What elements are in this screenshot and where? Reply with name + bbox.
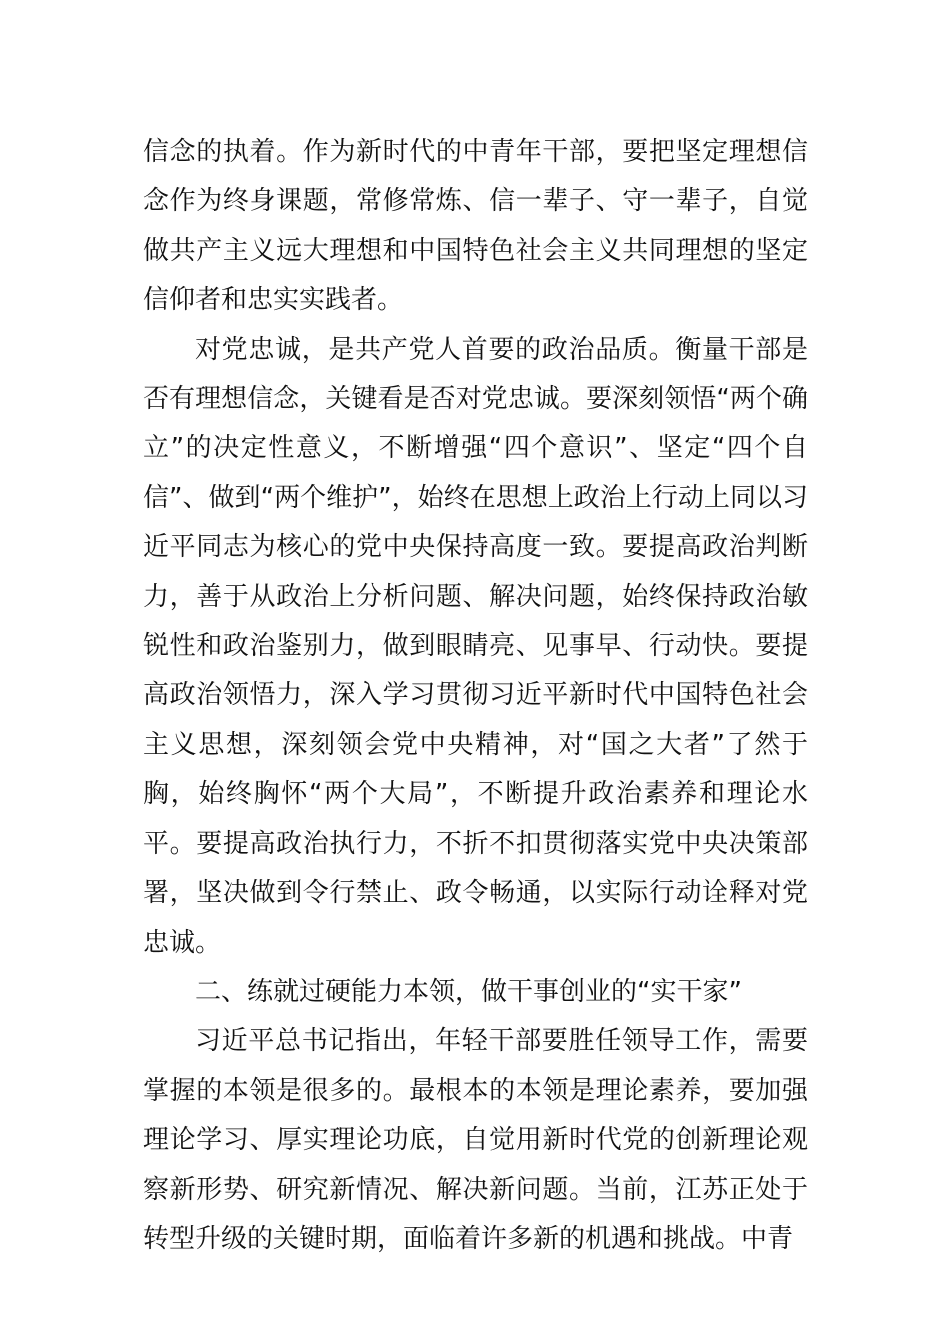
paragraph-party-loyalty: 对党忠诚，是共产党人首要的政治品质。衡量干部是否有理想信念，关键看是否对党忠诚。要深刻领悟“两个确立”的决定性意义，不断增强“四个意识”、坚定“四个自信”、做到“两个维护”，始终在思想上政治上行动上同以习近平同志为核心的党中央保持高度一致。要提高政治判断力，善于从政治上分析问题、解决问题，始终保持政治敏锐性和政治鉴别力，做到眼睛亮、见事早、行动快。要提高政治领悟力，深入学习贯彻习近平新时代中国特色社会主义思想，深刻领会党中央精神，对“国之大者”了然于胸，始终胸怀“两个大局”，不断提升政治素养和理论水平。要提高政治执行力，不折不扣贯彻落实党中央决策部署，坚决做到令行禁止、政令畅通，以实际行动诠释对党忠诚。 [143, 334, 808, 958]
paragraph-ability: 习近平总书记指出，年轻干部要胜任领导工作，需要掌握的本领是很多的。最根本的本领是理论素养，要加强理论学习、厚实理论功底，自觉用新时代党的创新理论观察新形势、研究新情况、解决新问题。当前，江苏正处于转型升级的关键时期，面临着许多新的机遇和挑战。中青 [143, 1026, 808, 1254]
document-body [143, 128, 808, 1264]
paragraph-continuation: 信念的执着。作为新时代的中青年干部，要把坚定理想信念作为终身课题，常修常炼、信一辈子、守一辈子，自觉做共产主义远大理想和中国特色社会主义共同理想的坚定信仰者和忠实实践者。 [143, 137, 808, 316]
section-heading: 二、练就过硬能力本领，做干事创业的“实干家” [195, 976, 742, 1007]
